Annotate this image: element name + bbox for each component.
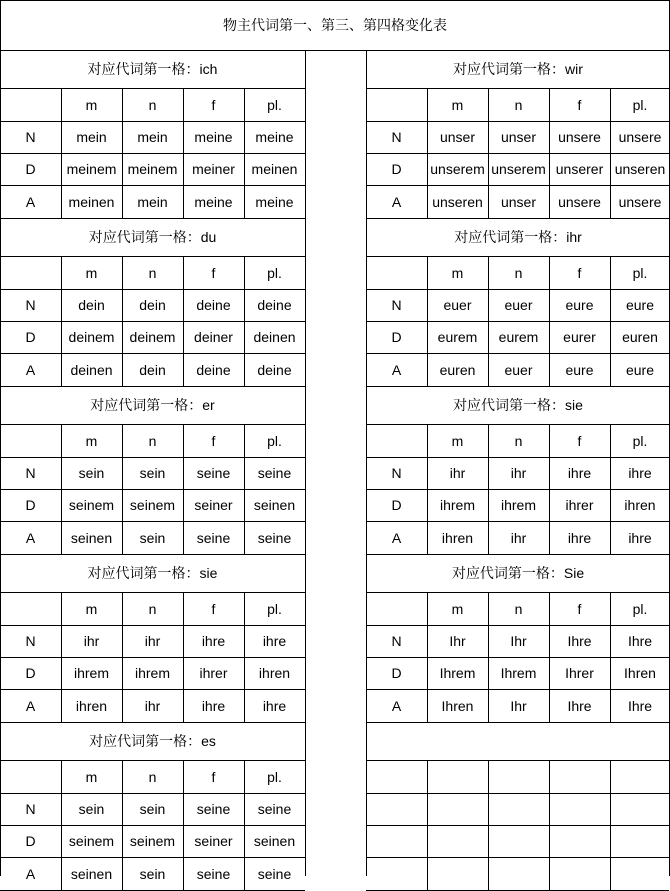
case-label-A: A: [391, 529, 402, 546]
form-cell: Ihr: [510, 697, 527, 714]
column-header-f: f: [211, 600, 216, 617]
border-top: [0, 0, 670, 1]
case-label-N: N: [25, 801, 36, 817]
form-cell: seinen: [253, 833, 296, 849]
right-block-4-row-line: [366, 857, 669, 858]
right-block-3-row-line: [366, 722, 669, 723]
form-cell: Ihre: [627, 697, 653, 714]
form-cell: seine: [257, 801, 292, 817]
case-label-D: D: [25, 161, 36, 177]
form-cell: ihr: [83, 633, 100, 649]
form-cell: dein: [139, 361, 166, 378]
case-label-A: A: [25, 529, 36, 546]
form-cell: ihre: [628, 465, 652, 481]
form-cell: deine: [257, 297, 292, 313]
form-cell: sein: [139, 865, 166, 882]
form-cell: seine: [257, 465, 292, 481]
sheet-title: 物主代词第一、第三、第四格变化表: [223, 17, 447, 33]
case-label-N: N: [25, 633, 36, 649]
column-header-f: f: [211, 768, 216, 785]
form-cell: ihrem: [134, 665, 170, 681]
form-cell: Ihrem: [439, 665, 476, 681]
form-cell: seine: [257, 529, 292, 546]
form-cell: sein: [78, 465, 105, 481]
form-cell: seinen: [70, 865, 113, 882]
form-cell: deinen: [70, 361, 113, 378]
form-cell: unsere: [618, 193, 662, 210]
form-cell: unser: [439, 129, 476, 145]
form-cell: Ihre: [627, 633, 653, 649]
form-cell: ihren: [258, 665, 291, 681]
column-header-m: m: [451, 432, 464, 449]
form-cell: ihre: [201, 697, 226, 714]
form-cell: eure: [565, 297, 594, 313]
form-cell: dein: [139, 297, 166, 313]
form-cell: Ihrer: [565, 665, 594, 681]
form-cell: ihr: [510, 529, 527, 546]
form-cell: seinem: [129, 497, 176, 513]
form-cell: deiner: [194, 329, 233, 345]
column-header-n: n: [514, 600, 523, 617]
column-header-m: m: [85, 600, 98, 617]
column-header-pl: pl.: [632, 264, 648, 281]
form-cell: unseren: [614, 161, 666, 177]
left-block-2-heading: 对应代词第一格：er: [90, 397, 215, 413]
form-cell: eurem: [498, 329, 539, 345]
form-cell: deinem: [129, 329, 176, 345]
form-cell: ihre: [262, 633, 287, 649]
form-cell: ihr: [144, 633, 161, 649]
case-label-D: D: [391, 329, 402, 345]
form-cell: Ihren: [441, 697, 474, 714]
form-cell: sein: [139, 529, 166, 546]
column-header-pl: pl.: [632, 96, 648, 113]
right-block-4-row-line: [366, 760, 669, 761]
form-cell: Ihr: [510, 633, 527, 649]
form-cell: seine: [196, 801, 231, 817]
form-cell: ihrem: [73, 665, 109, 681]
column-header-f: f: [211, 432, 216, 449]
form-cell: meine: [194, 193, 233, 210]
right-block-4-row-line: [366, 793, 669, 794]
form-cell: meine: [255, 193, 294, 210]
form-cell: meinen: [251, 161, 298, 177]
case-label-A: A: [391, 193, 402, 210]
column-header-m: m: [85, 96, 98, 113]
case-label-A: A: [391, 361, 402, 378]
left-block-4-heading: 对应代词第一格：es: [89, 733, 216, 749]
form-cell: unserer: [555, 161, 604, 177]
form-cell: ihre: [201, 633, 226, 649]
form-cell: seiner: [194, 833, 233, 849]
form-cell: Ihre: [567, 633, 592, 649]
form-cell: seine: [196, 465, 231, 481]
case-label-D: D: [25, 833, 36, 849]
form-cell: seinem: [129, 833, 176, 849]
form-cell: Ihre: [567, 697, 592, 714]
form-cell: ihren: [441, 529, 474, 546]
center-divider-left: [305, 50, 306, 876]
column-header-f: f: [577, 264, 582, 281]
case-label-A: A: [25, 697, 36, 714]
case-label-A: A: [25, 361, 36, 378]
case-label-A: A: [25, 193, 36, 210]
form-cell: dein: [78, 297, 105, 313]
form-cell: euer: [504, 361, 533, 378]
right-block-1-heading: 对应代词第一格：ihr: [454, 229, 582, 245]
form-cell: ihren: [624, 497, 656, 513]
case-label-D: D: [25, 497, 36, 513]
column-header-pl: pl.: [267, 96, 282, 113]
form-cell: unserem: [430, 161, 485, 177]
form-cell: seine: [196, 865, 231, 882]
form-cell: euren: [622, 329, 658, 345]
case-label-D: D: [391, 161, 402, 177]
case-label-A: A: [25, 865, 36, 882]
form-cell: eure: [625, 297, 655, 313]
column-header-f: f: [577, 96, 582, 113]
column-header-pl: pl.: [267, 264, 282, 281]
case-label-N: N: [391, 129, 402, 145]
form-cell: euer: [443, 297, 472, 313]
column-header-n: n: [514, 264, 523, 281]
column-header-m: m: [85, 264, 98, 281]
form-cell: seinem: [68, 833, 115, 849]
form-cell: deinen: [253, 329, 296, 345]
case-label-N: N: [391, 465, 402, 481]
form-cell: meine: [255, 129, 294, 145]
form-cell: meinem: [127, 161, 178, 177]
column-header-n: n: [514, 96, 523, 113]
form-cell: ihr: [449, 465, 466, 481]
form-cell: ihrem: [500, 497, 536, 513]
column-header-n: n: [148, 768, 157, 785]
form-cell: mein: [137, 129, 168, 145]
column-header-f: f: [211, 264, 216, 281]
form-cell: meine: [194, 129, 233, 145]
case-label-N: N: [25, 465, 36, 481]
column-header-pl: pl.: [267, 432, 282, 449]
case-label-D: D: [391, 665, 402, 681]
form-cell: unsere: [558, 129, 601, 145]
form-cell: ihrem: [439, 497, 475, 513]
form-cell: meiner: [192, 161, 235, 177]
right-block-2-heading: 对应代词第一格：sie: [453, 397, 583, 413]
form-cell: seinen: [253, 497, 296, 513]
form-cell: deine: [257, 361, 292, 378]
form-cell: unserem: [491, 161, 546, 177]
column-header-n: n: [514, 432, 523, 449]
case-label-N: N: [391, 633, 402, 649]
form-cell: eure: [625, 361, 655, 378]
right-block-0-heading: 对应代词第一格：wir: [453, 61, 583, 77]
form-cell: euren: [439, 361, 476, 378]
column-header-f: f: [211, 96, 216, 113]
form-cell: ihre: [567, 465, 592, 481]
form-cell: sein: [78, 801, 105, 817]
case-label-N: N: [25, 129, 36, 145]
form-cell: sein: [139, 465, 166, 481]
form-cell: ihr: [510, 465, 527, 481]
form-cell: Ihrem: [500, 665, 537, 681]
column-header-n: n: [148, 432, 157, 449]
column-header-f: f: [577, 600, 582, 617]
form-cell: sein: [139, 801, 166, 817]
right-block-4-col-line: [427, 760, 428, 890]
right-block-4-col-line: [488, 760, 489, 890]
form-cell: unsere: [558, 193, 601, 210]
column-header-m: m: [451, 600, 464, 617]
case-label-D: D: [25, 329, 36, 345]
form-cell: unseren: [432, 193, 483, 210]
right-block-4-col-line: [549, 760, 550, 890]
right-block-3-heading: 对应代词第一格：Sie: [451, 565, 585, 581]
form-cell: seine: [196, 529, 231, 546]
column-header-m: m: [85, 768, 98, 785]
form-cell: seinem: [68, 497, 115, 513]
case-label-D: D: [391, 497, 402, 513]
form-cell: unser: [500, 129, 537, 145]
form-cell: Ihren: [624, 665, 656, 681]
form-cell: eure: [565, 361, 594, 378]
column-header-n: n: [148, 264, 157, 281]
form-cell: ihre: [567, 529, 592, 546]
case-label-A: A: [391, 697, 402, 714]
form-cell: deine: [196, 361, 231, 378]
left-block-3-heading: 对应代词第一格：sie: [87, 565, 218, 581]
column-header-pl: pl.: [632, 600, 648, 617]
form-cell: eurem: [437, 329, 478, 345]
form-cell: seinen: [70, 529, 113, 546]
form-cell: eurer: [563, 329, 596, 345]
form-cell: ihren: [75, 697, 108, 714]
column-header-m: m: [85, 432, 98, 449]
column-header-m: m: [451, 264, 464, 281]
column-header-m: m: [451, 96, 464, 113]
form-cell: unser: [500, 193, 537, 210]
column-header-n: n: [148, 96, 157, 113]
form-cell: unsere: [618, 129, 662, 145]
form-cell: mein: [76, 129, 107, 145]
form-cell: Ihr: [449, 633, 466, 649]
form-cell: deinem: [68, 329, 115, 345]
form-cell: euer: [504, 297, 533, 313]
form-cell: meinen: [68, 193, 115, 210]
case-label-N: N: [391, 297, 402, 313]
form-cell: deine: [196, 297, 231, 313]
form-cell: ihrer: [199, 665, 228, 681]
case-label-D: D: [25, 665, 36, 681]
form-cell: mein: [137, 193, 168, 210]
column-header-f: f: [577, 432, 582, 449]
form-cell: ihr: [144, 697, 161, 714]
left-block-0-heading: 对应代词第一格：ich: [87, 61, 218, 77]
right-block-4-col-line: [610, 760, 611, 890]
left-block-1-heading: 对应代词第一格：du: [88, 229, 217, 245]
form-cell: seine: [257, 865, 292, 882]
case-label-N: N: [25, 297, 36, 313]
column-header-n: n: [148, 600, 157, 617]
column-header-pl: pl.: [267, 600, 282, 617]
form-cell: ihre: [628, 529, 652, 546]
form-cell: meinem: [66, 161, 117, 177]
right-block-4-row-line: [366, 825, 669, 826]
form-cell: ihrer: [565, 497, 594, 513]
form-cell: ihre: [262, 697, 287, 714]
form-cell: seiner: [194, 497, 233, 513]
column-header-pl: pl.: [632, 432, 648, 449]
column-header-pl: pl.: [267, 768, 282, 785]
